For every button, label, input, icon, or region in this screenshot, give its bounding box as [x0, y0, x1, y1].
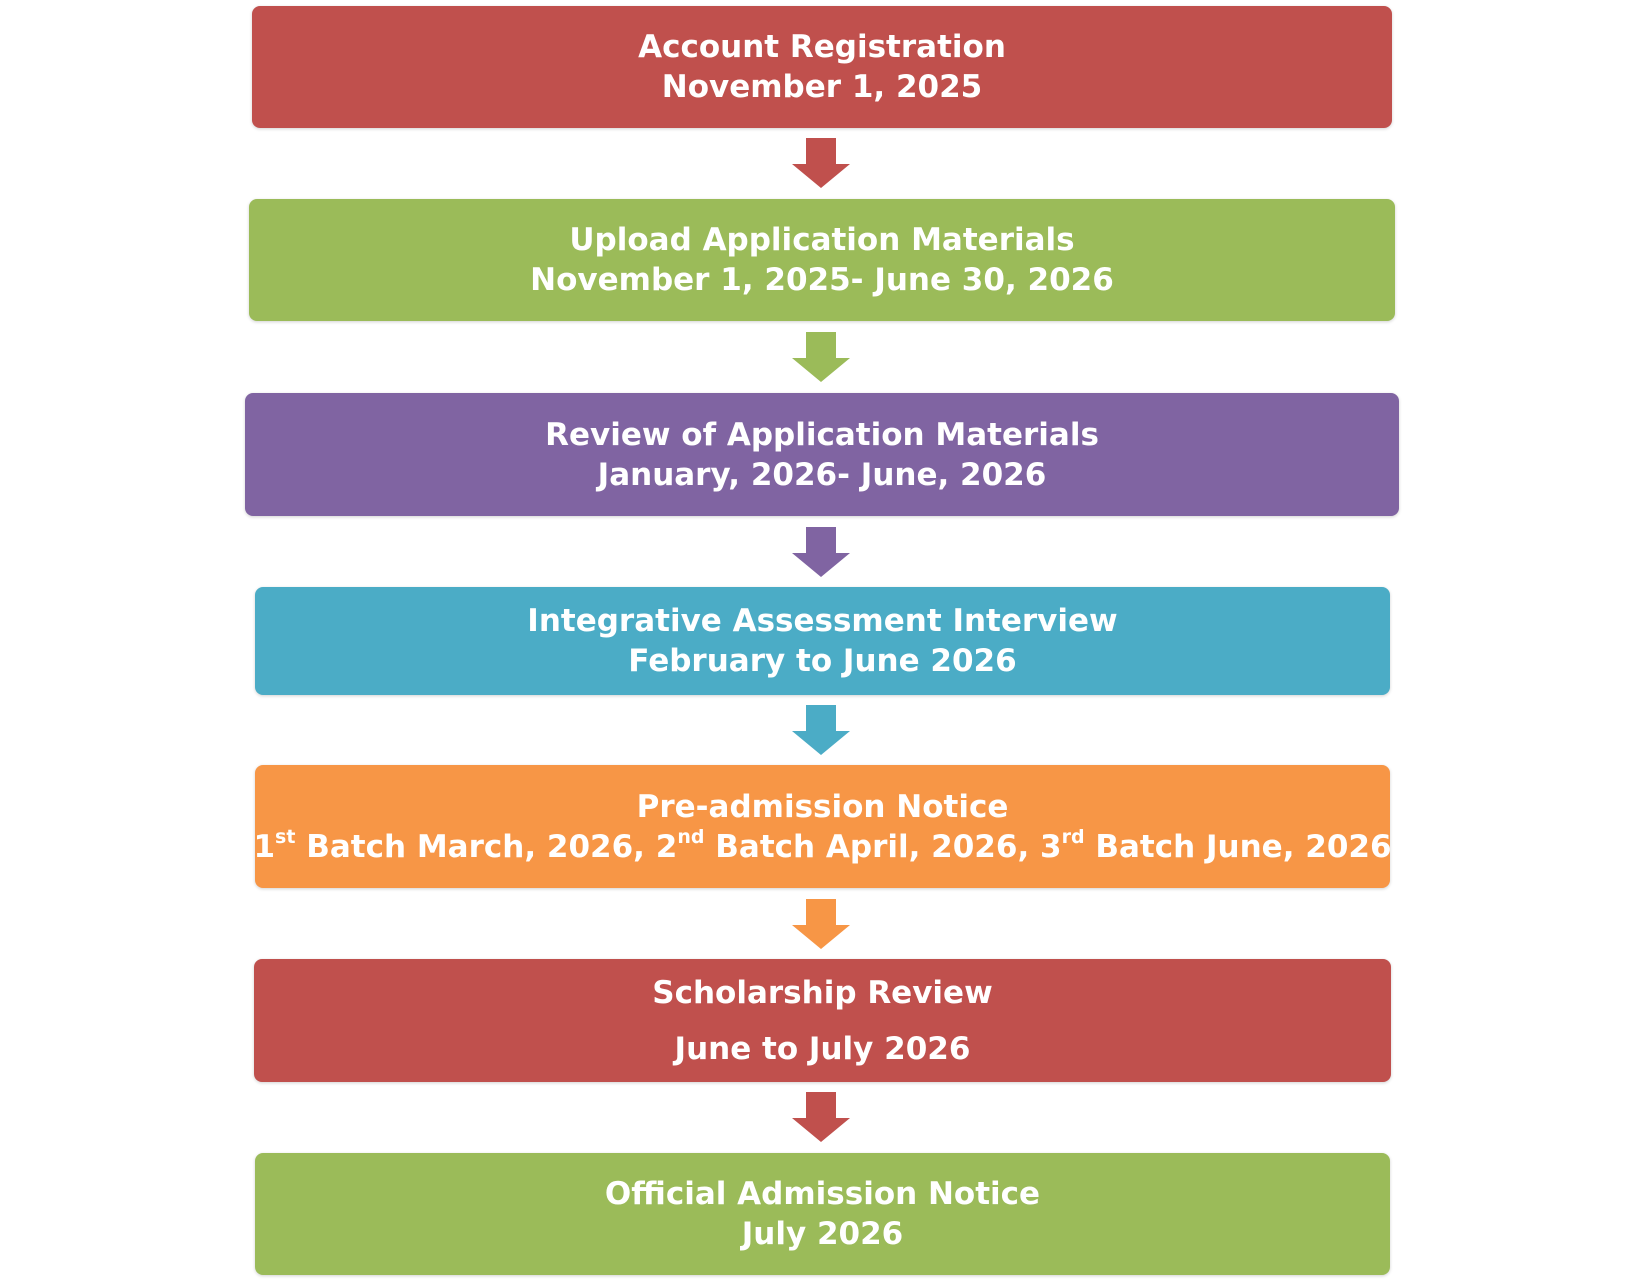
step-date: November 1, 2025	[661, 69, 983, 105]
down-arrow-icon	[792, 527, 850, 577]
batch-3-text: Batch June, 2026	[1084, 828, 1392, 865]
step-title: Official Admission Notice	[604, 1176, 1041, 1212]
step-upload-application-materials	[249, 199, 1395, 321]
batch-3-number: 3	[1040, 828, 1062, 865]
step-date: February to June 2026	[628, 643, 1017, 679]
step-title: Upload Application Materials	[569, 222, 1075, 258]
down-arrow-icon	[792, 899, 850, 949]
batch-3-suffix: rd	[1061, 826, 1085, 849]
batch-2-number: 2	[655, 828, 678, 865]
step-account-registration	[252, 6, 1392, 128]
step-date: November 1, 2025- June 30, 2026	[530, 262, 1114, 298]
step-date	[253, 827, 1391, 867]
step-date: July 2026	[741, 1216, 904, 1252]
step-title: Review of Application Materials	[545, 416, 1099, 453]
step-pre-admission-notice	[255, 765, 1390, 888]
down-arrow-icon	[792, 705, 850, 755]
down-arrow-icon	[792, 1092, 850, 1142]
step-date: June to July 2026	[674, 1030, 971, 1067]
batch-2-suffix: nd	[677, 826, 705, 849]
step-scholarship-review	[254, 959, 1391, 1082]
step-title: Account Registration	[638, 29, 1006, 65]
down-arrow-icon	[792, 332, 850, 382]
batch-2-text: Batch April, 2026,	[704, 828, 1041, 865]
batch-1-text: Batch March, 2026,	[295, 828, 656, 865]
step-title: Integrative Assessment Interview	[527, 603, 1118, 639]
batch-1-number: 1	[253, 828, 276, 865]
down-arrow-icon	[792, 138, 850, 188]
step-integrative-assessment-interview	[255, 587, 1390, 695]
step-date: January, 2026- June, 2026	[597, 456, 1047, 493]
step-review-application-materials	[245, 393, 1399, 516]
step-title: Pre-admission Notice	[636, 788, 1009, 825]
step-official-admission-notice	[255, 1153, 1390, 1275]
batch-1-suffix: st	[275, 826, 296, 849]
step-title: Scholarship Review	[652, 974, 993, 1011]
